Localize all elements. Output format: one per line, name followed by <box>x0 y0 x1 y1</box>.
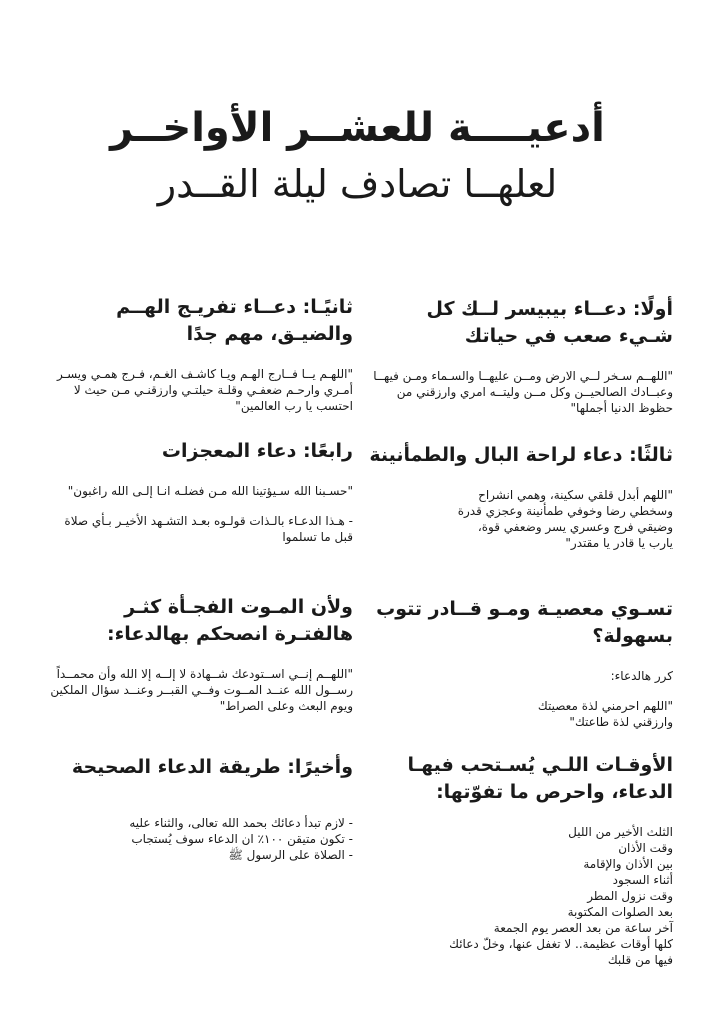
method-list <box>47 815 353 863</box>
section-body: "اللهم احرمني لذة معصيتك وارزقني لذة طاعتك" <box>537 699 673 729</box>
page-subtitle: لعلهــا تصادف ليلة القــدر <box>157 162 558 206</box>
section-title: ولأن المـوت الفجـأة كثـر هالفتـرة انصحكم بهالدعاء: <box>107 596 353 645</box>
section-body: "اللهــم إنــي اســتودعك شــهادة لا إلــه إلا الله وأن محمــداً رســول الله عنــد المــوت وفــي القبــر وعنــد سؤال الملكين ويوم البعث وعلى الصراط" <box>50 667 353 713</box>
section-body: "اللهم أبدل قلقي سكينة، وهمي انشراح وسخطي رضا وخوفي طمأنينة وعجزي قدرة وضيقي فرج وعسري يسر وضعفي قوة، يارب يا قادر يا مقتدر" <box>457 488 673 550</box>
list-item: فيها من قلبك <box>607 953 673 967</box>
section-title: رابعًا: دعاء المعجزات <box>161 440 353 462</box>
list-item: بين الأذان والإقامة <box>583 857 673 871</box>
header <box>0 100 715 212</box>
list-item: وقت الأذان <box>618 841 673 855</box>
list-item: الثلث الأخير من الليل <box>568 825 673 839</box>
section-title: ثالثًا: دعاء لراحة البال والطمأنينة <box>369 444 673 466</box>
section-note: - هـذا الدعـاء بالـذات قولـوه بعـد التشـهد الأخيـر بـأي صلاة قبل ما تسلموا <box>64 514 353 544</box>
section-repentance <box>367 596 673 744</box>
section-title: أولًا: دعــاء بيبيسر لــك كل شـيء صعب في حياتك <box>426 298 673 347</box>
section-body: "حسـبنا الله سـيؤتينا الله مـن فضلـه انـا إلـى الله راغبون" <box>67 484 353 498</box>
section-intro: كرر هالدعاء: <box>610 669 673 683</box>
list-item: آخر ساعة من بعد العصر يوم الجمعة <box>493 921 673 935</box>
section-third <box>367 442 673 565</box>
section-title: الأوقـات اللـي يُسـتحب فيهـا الدعاء، واحرص ما تفوّتها: <box>407 754 673 803</box>
section-times <box>367 752 673 968</box>
section-first <box>367 296 673 430</box>
list-item: أثناء السجود <box>612 873 673 887</box>
list-item: وقت نزول المطر <box>587 889 673 903</box>
list-item: بعد الصلوات المكتوبة <box>567 905 673 919</box>
section-fourth <box>47 438 353 559</box>
times-list <box>367 824 673 968</box>
section-method <box>47 754 353 863</box>
list-item: - الصلاة على الرسول ﷺ <box>228 848 353 862</box>
section-title: ثانيًـا: دعــاء تفريـج الهــم والضيـق، مهم جدًا <box>116 296 353 345</box>
list-item: - تكون متيقن ١٠٠٪ ان الدعاء سوف يُستجاب <box>131 832 353 846</box>
section-body: "اللهــم سـخر لــي الارض ومــن عليهــا والسـماء ومـن فيهــا وعبــادك الصالحيــن وكل مــن وليتــه امري وارزقني من حظوظ الدنيا أجملها" <box>373 369 673 415</box>
list-item: كلها أوقات عظيمة.. لا تغفل عنها، وخلّ دعائك <box>449 937 673 951</box>
page-title: أدعيــــة للعشــر الأواخــر <box>110 105 605 151</box>
section-body: "اللهـم يــا فــارج الهـم ويـا كاشـف الغـم، فـرج همـي ويسـر أمـري وارحـم ضعفـي وقلـة حيلتـي وارزقنـي مـن حيث لا احتسب يا رب العالمين" <box>56 367 353 413</box>
section-second <box>47 294 353 428</box>
section-title: وأخيرًا: طريقة الدعاء الصحيحة <box>71 756 353 778</box>
section-sudden-death <box>47 594 353 728</box>
section-title: تسـوي معصيـة ومـو قــادر تتوب بسهولة؟ <box>376 598 673 647</box>
list-item: - لازم تبدأ دعائك بحمد الله تعالى، والثناء عليه <box>129 816 353 830</box>
